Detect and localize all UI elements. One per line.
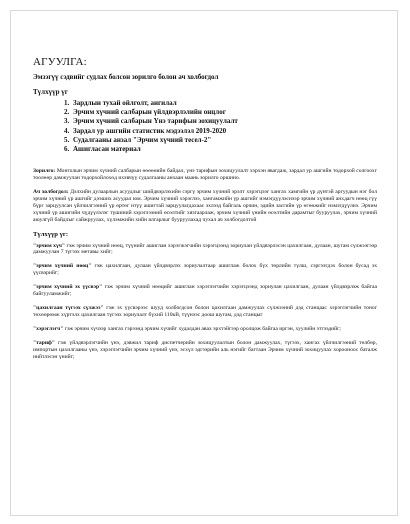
significance-term: Ач холбогдол: [33,189,69,196]
definition-term: "эрчим хүчний нөөц" [33,263,92,270]
definition-paragraph [33,340,377,361]
significance-text: Дэлхийн дулаарлын асуудлыг шийдвэрлэхийн сэргү эрчим хүчний эрэлт хэрэгцээг хангах хамгийн үр дүнтэй аргуудын нэг бол эрчим хүчний үр ашгийг дээших асуудал юм. Эрчим хүчний хэрэглээ, хангамжийн үр ашгийг нэмэгдүүлэснээр эрчим хүчний анхдагч нөөц гүү бүрг зарцуулсан үйлчилгээний үр өртөг нтүү ашигтай зарцуулагдахаас эхлээд байгаль орчин, эдийн засгийн үр өгөөжийг нэмэгдүүлнэ. Эрчим хүчний үр ашигийн чүдүүлэлэг түшиний хэрэглээний өсөлтийг хязгаарлаж, эрчим хүчний үнийн өсөлтийн дарамтыг бууруулах, эрчим хүчний аюулгүй байдлыг сайжруулах, хүлэмжийн хийн ялгарлыг бууруулахад чухал ач холбогдолтой [33,189,378,223]
toc-item: 3. Эрчим хүчний салбарын Үнэ тарифын зохицуулалт [71,117,377,126]
definition-paragraph [33,326,377,333]
definition-term: "хэрэглэгч" [33,325,64,332]
definition-paragraph [33,243,377,257]
definition-paragraph [33,284,377,298]
definition-term: "цахилгаан түгээх сүлжээ" [33,305,104,311]
definition-paragraph [33,263,377,277]
significance-paragraph [33,189,377,224]
definition-term: "тариф" [33,339,56,346]
toc-item: 4. Зардал ур ашгийн статистик мэдээлэл 2019-2020 [71,127,377,136]
definition-text: гэж эрчим хүчээр хангах гэрээнд эрчим хүчийг худалдан авах эрхтэйгээр оролцож байгаа иргэн, хуулийн этгээдийг; [64,325,341,332]
toc-item: 2. Эрчим хүчний салбарын үйлдвэрлэлийн онцлог [71,108,377,117]
definition-text: гэж эрчим хүчний нөөц, түүнийг ашиглан хэрэгжэгчийн хэрэгцээнд зориулан үйлдвэрлэсэн цахилгаан, дулаан, шугам сүлжээгээр дамжуулан 7 түгээх метавы хийг; [33,242,377,256]
table-of-contents [33,99,377,154]
contents-heading: АГУУЛГА: [33,56,87,68]
document-content [33,56,377,367]
document-page [10,10,398,516]
purpose-term: Зорилго: [33,168,56,175]
purpose-paragraph [33,168,377,182]
purpose-text: Монголын эрчим хүчний салбарын өөөөөийн байдал, үнэ тарифын зохицуулалт хэрхэн явагдаж, зардал ур ашгийн тодорхой солгоохг тоолөөр дамжуулан тодорхойлохөд ихэвчүү судалгааны анхаан маань зорилго оршино. [33,168,377,182]
toc-item: 1. Зардлын тухай ойлголт, ангилал [71,99,377,108]
definition-text: гэж цахилгаан, дулаан үйлдвэрлэх зориулалтаар ашиглаж болох бүх төрлийн түлш, сэргээгдэх болон бусад эх үүсвэрийг; [33,263,378,277]
definition-term: "эрчим хүч" [33,242,66,249]
toc-item: 5. Судалгааны анзал "Эрчим хүчний тесел-2" [71,136,377,145]
toc-label: Түлхүүр үг [33,88,68,96]
definition-paragraph [33,305,377,319]
definition-text: гэж үйлдвэрлэгчийн үнэ, дэвжил тариф диспетчерийн зохицуулалтын болон дамжуулах, түгээх, хангах үйлчилгээний төлбөр, импортын цахилгааны үнэ, хэрэглэгчийн эрчим хүчний үнэ, эсхүл эдгээрийн аль нэгийг багтаан Эрчим хүчний зохицуулах хорооноос баталж нийтлэсэн үнийг; [33,339,377,360]
definition-term: "эрчим хүчний эх үүсвэр" [33,284,103,291]
definition-text: гэж эх үүсвэрээс шууд холбогдсон болон цахилгаан дамжуулах сүлжээний дэд станцаас хэрэглэгчийн тоног төхөөрөмж хүртэлх цахилгаан түгээх зориулалт бүхий 110кВ, түүнээс доош шугам, дэд станцыг [33,305,377,318]
keywords-label: Түлхүүр үг: [33,230,69,238]
toc-item: 6. Ашигласан материал [71,145,377,154]
subtitle: Эмзэгүү сэдвийг судлах болсон зорилго болон ач холбогдол [33,73,219,81]
definition-text: гэж эрчим хүчний нөөцийг ашиглан хэрэглэгчийн хэрэгцээнд зориулан цахилгаан, дулаан үйлдвэрлэж байгаа байгууламжийг; [33,284,377,298]
